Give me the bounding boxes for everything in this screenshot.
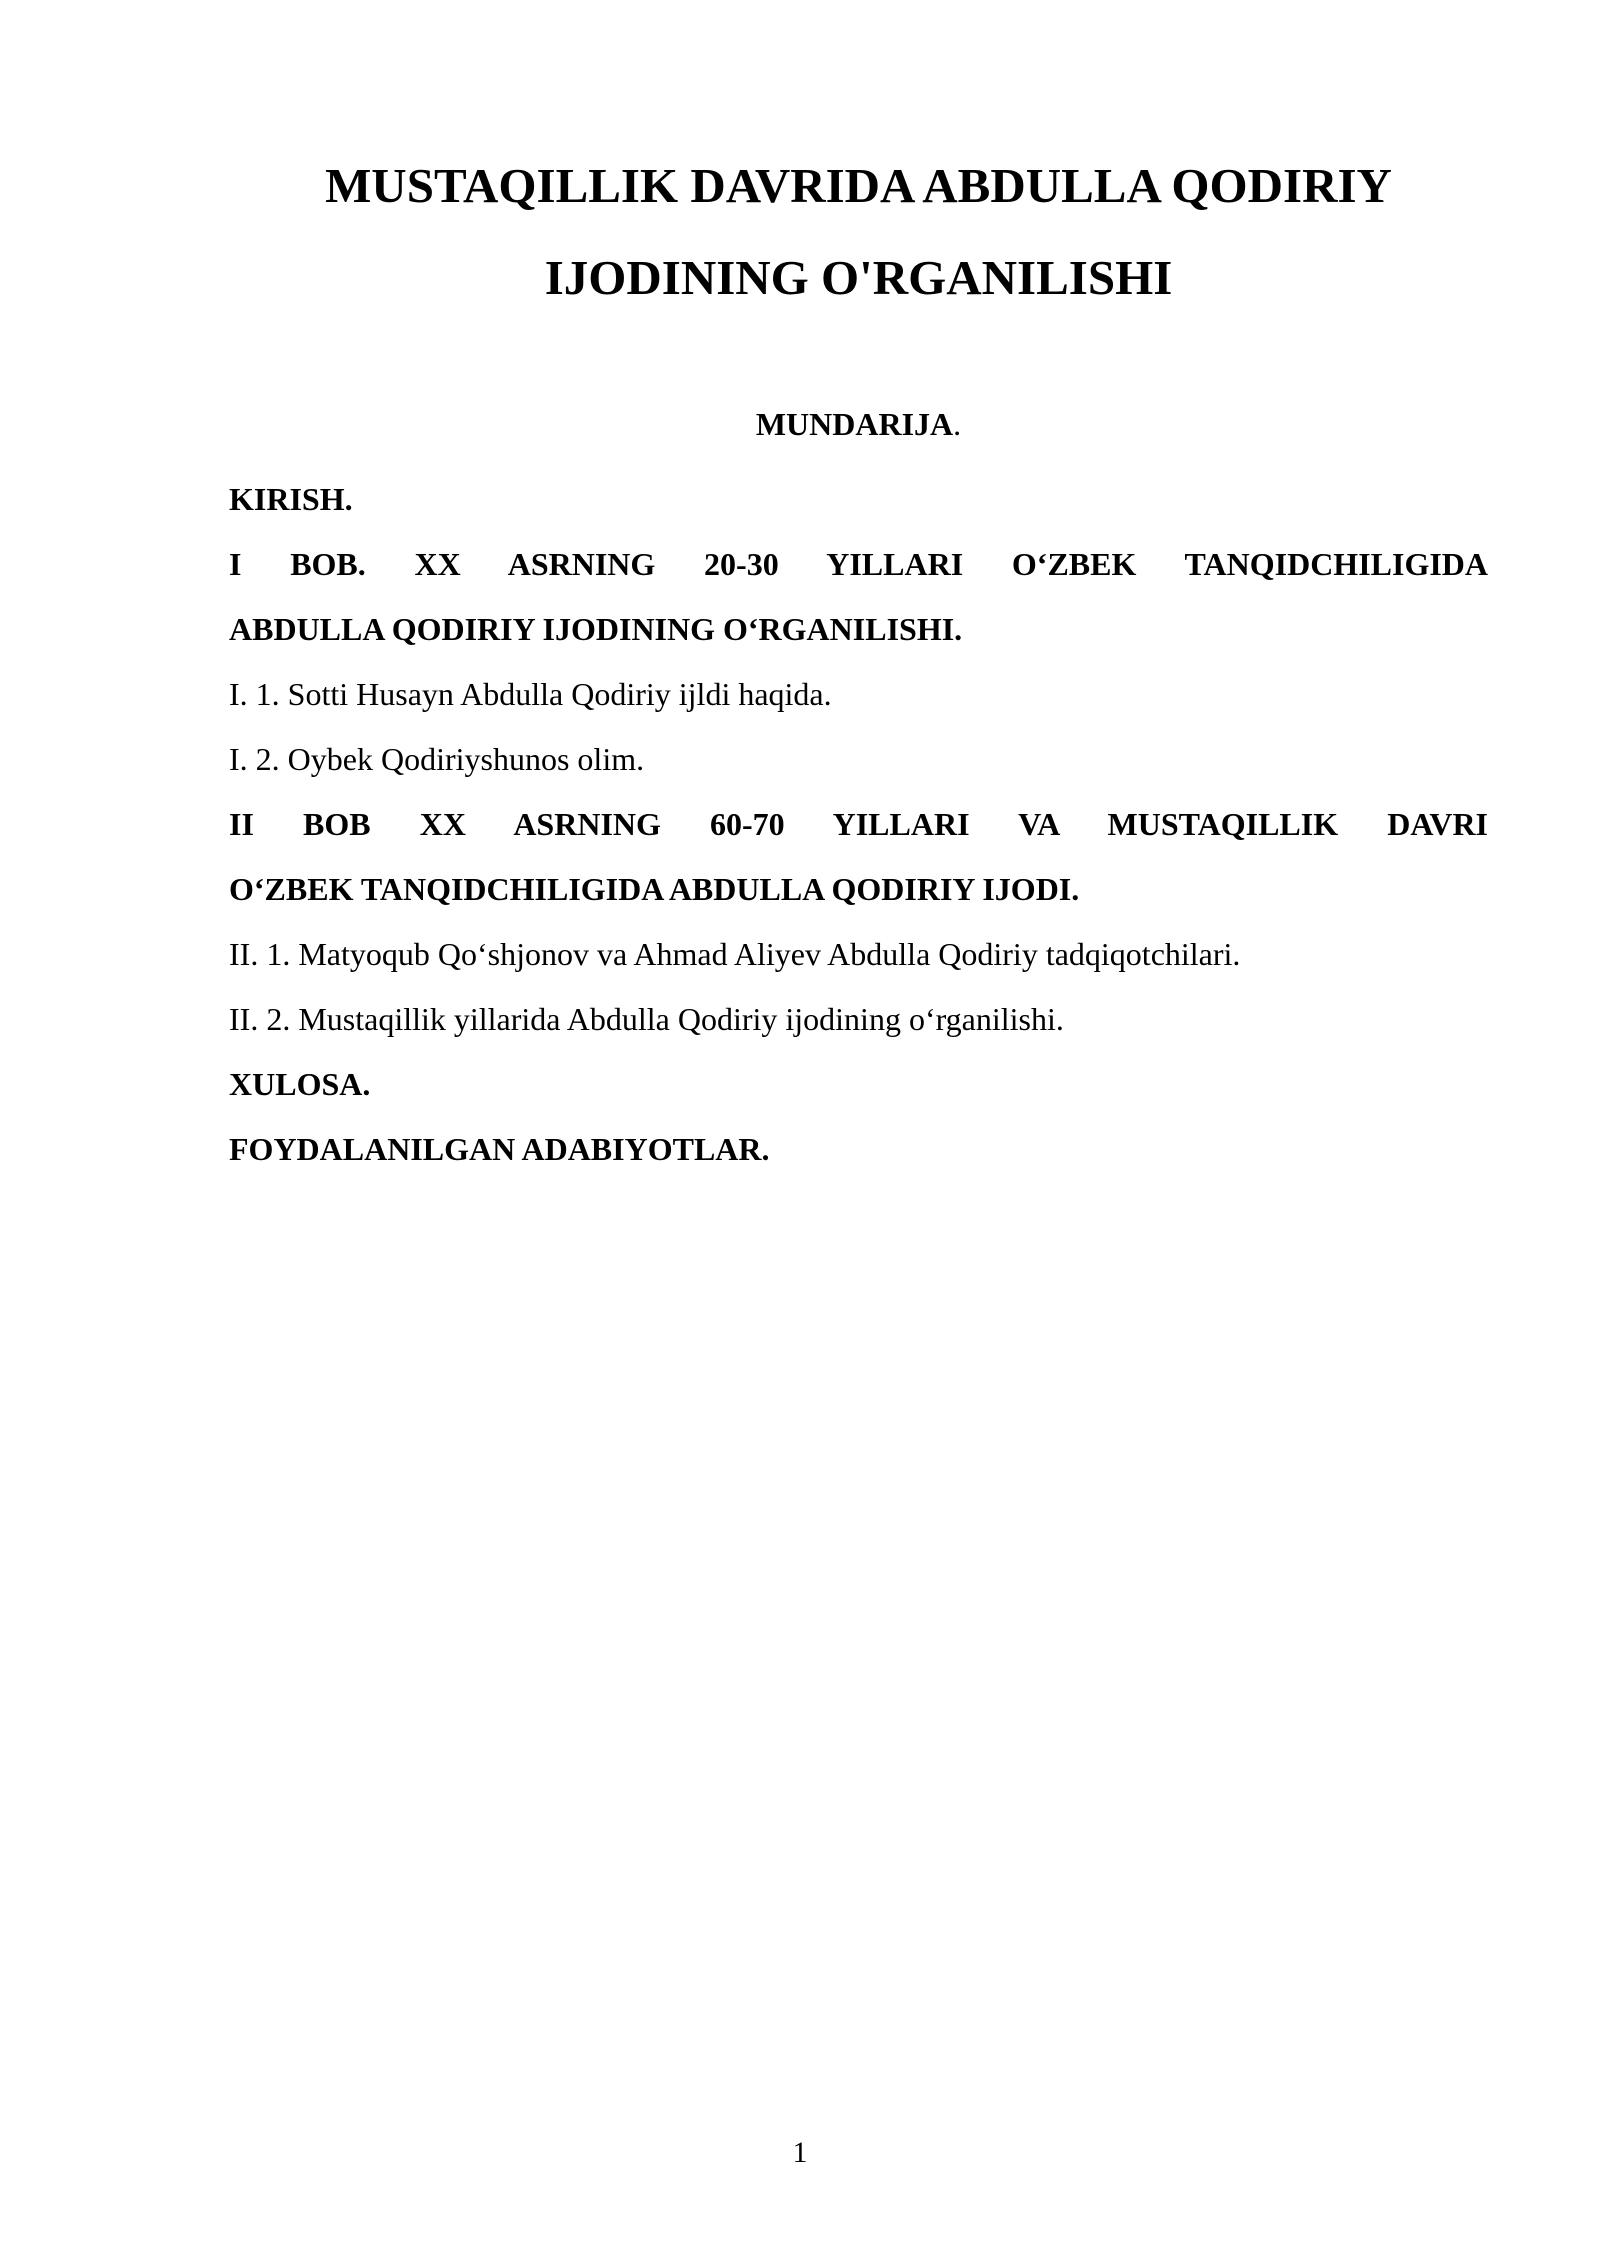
toc-heading-period: . bbox=[953, 406, 962, 442]
toc-entry-introduction: KIRISH. bbox=[229, 481, 353, 517]
title-line-2: IJODINING O'RGANILISHI bbox=[544, 250, 1173, 305]
toc-entry-chapter-2-line-2: O‘ZBEK TANQIDCHILIGIDA ABDULLA QODIRIY IJODI. bbox=[229, 871, 1080, 907]
toc-entry-section-1-1: I. 1. Sotti Husayn Abdulla Qodiriy ijldi haqida. bbox=[229, 676, 832, 712]
toc-entry-conclusion: XULOSA. bbox=[229, 1066, 371, 1102]
title-line-1: MUSTAQILLIK DAVRIDA ABDULLA QODIRIY bbox=[325, 158, 1392, 213]
toc-entry-section-1-2: I. 2. Oybek Qodiriyshunos olim. bbox=[229, 741, 645, 777]
toc-entry-chapter-2-line-1: II BOB XX ASRNING 60-70 YILLARI VA MUSTAQILLIK DAVRI bbox=[229, 806, 1488, 842]
toc-heading-text: MUNDARIJA bbox=[755, 406, 954, 442]
toc-heading bbox=[229, 404, 1488, 444]
toc-entry-section-2-1: II. 1. Matyoqub Qo‘shjonov va Ahmad Aliyev Abdulla Qodiriy tadqiqotchilari. bbox=[229, 936, 1241, 972]
document-title bbox=[229, 140, 1488, 324]
toc-entry-section-2-2: II. 2. Mustaqillik yillarida Abdulla Qodiriy ijodining o‘rganilishi. bbox=[229, 1001, 1064, 1037]
table-of-contents bbox=[229, 467, 1488, 1182]
toc-entry-references: FOYDALANILGAN ADABIYOTLAR. bbox=[229, 1131, 770, 1167]
toc-entry-chapter-1-line-1: I BOB. XX ASRNING 20-30 YILLARI O‘ZBEK TANQIDCHILIGIDA bbox=[229, 546, 1488, 582]
toc-entry-chapter-1-line-2: ABDULLA QODIRIY IJODINING O‘RGANILISHI. bbox=[229, 611, 963, 647]
page-number: 1 bbox=[792, 2136, 808, 2169]
